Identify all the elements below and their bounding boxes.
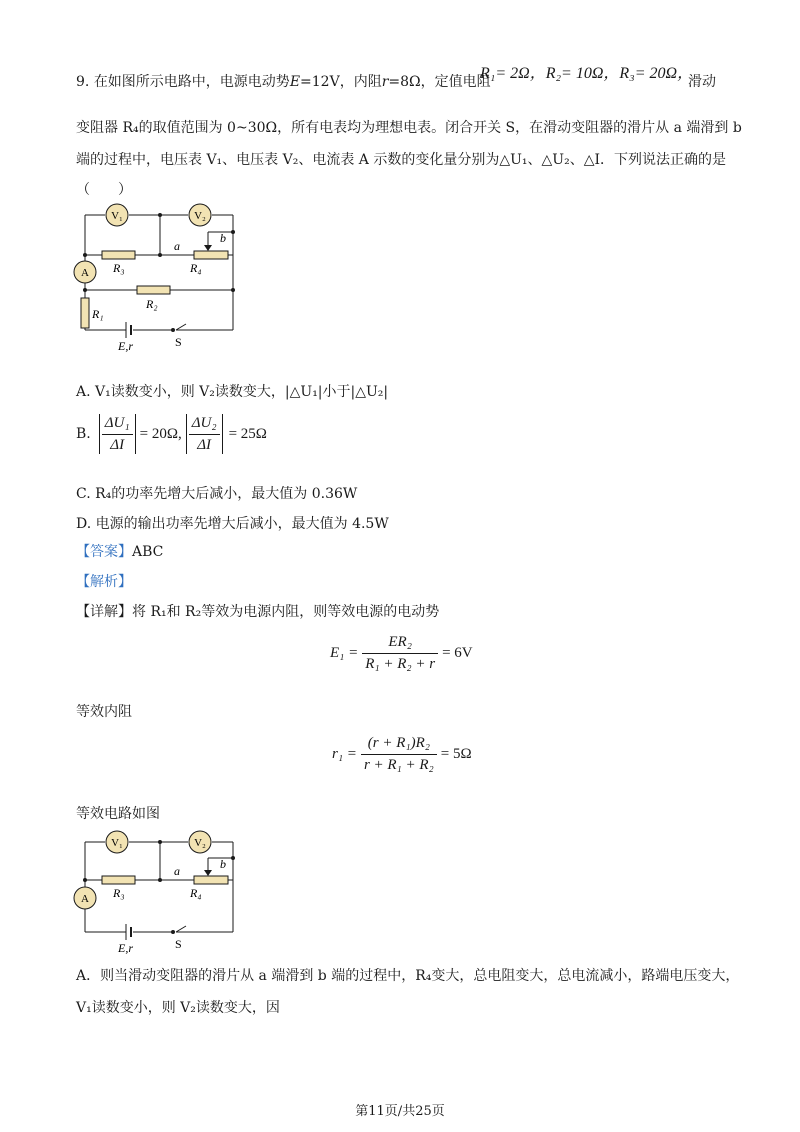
detail-line: 【详解】将 R₁和 R₂等效为电源内阻，则等效电源的电动势 bbox=[76, 604, 440, 620]
label-r4: R₄ bbox=[190, 886, 202, 900]
question-number: 9. bbox=[76, 74, 90, 90]
answer-paren: （ ） bbox=[76, 182, 132, 198]
label-b-end: b bbox=[220, 231, 226, 245]
label-r1: R₁ bbox=[92, 307, 104, 321]
label-a-end: a bbox=[174, 864, 180, 878]
label-a: A bbox=[81, 893, 89, 905]
label-v1: V₁ bbox=[111, 837, 123, 849]
label-v2: V₂ bbox=[194, 837, 206, 849]
resistor-values: R₁= 2Ω，R₂= 10Ω，R₃= 20Ω， bbox=[480, 65, 694, 82]
question-line-1-end: 滑动 bbox=[688, 74, 716, 90]
resistor-r1 bbox=[81, 298, 89, 328]
question-line-3: 端的过程中，电压表 V₁、电压表 V₂、电流表 A 示数的变化量分别为△U₁、△U₂、△I．下列说法正确的是 bbox=[76, 152, 727, 168]
label-er: E,r bbox=[118, 941, 133, 955]
option-a: A. V₁读数变小，则 V₂读数变大，|△U₁|小于|△U₂| bbox=[76, 384, 389, 400]
internal-resistance-label: 等效内阻 bbox=[76, 704, 132, 720]
circuit-diagram-1 bbox=[70, 200, 250, 360]
question-line-2: 变阻器 R₄的取值范围为 0~30Ω，所有电表均为理想电表。闭合开关 S，在滑动变阻器的滑片从 a 端滑到 b bbox=[76, 120, 742, 136]
equation-internal-r: r₁ = $\frac{\text{(r + R₁)R₂}}{\text{r + R₁ + R₂}}$ = 5Ω bbox=[332, 734, 472, 773]
option-c: C. R₄的功率先增大后减小，最大值为 0.36W bbox=[76, 486, 358, 502]
label-er: E,r bbox=[118, 339, 133, 353]
label-s: S bbox=[175, 335, 182, 349]
equation-emf: E₁ = $\frac{\text{ER₂}}{\text{R₁ + R₂ + r}}$ = 6V bbox=[330, 633, 473, 672]
question-line-1: 9. 在如图所示电路中，电源电动势E=12V，内阻r=8Ω，定值电阻 bbox=[76, 74, 491, 90]
answer-line bbox=[76, 542, 163, 562]
label-s: S bbox=[175, 937, 182, 951]
label-a-end: a bbox=[174, 239, 180, 253]
equivalent-circuit-label: 等效电路如图 bbox=[76, 806, 160, 822]
rheostat-r4 bbox=[194, 251, 228, 259]
page-footer: 第11页/共25页 bbox=[355, 1104, 445, 1119]
resistor-r3 bbox=[102, 251, 135, 259]
rheostat-r4 bbox=[194, 876, 228, 884]
label-a: A bbox=[81, 267, 89, 279]
circuit-diagram-2 bbox=[70, 828, 250, 956]
explain-a-line-2: V₁读数变小，则 V₂读数变大，因 bbox=[76, 1000, 280, 1016]
fraction-du1-di: $\frac{\text{ΔU₁}}{\Delta I}$ bbox=[102, 415, 133, 454]
fraction-du2-di: $\frac{\text{ΔU₂}}{\Delta I}$ bbox=[189, 415, 220, 454]
answer-tag: 【答案】 bbox=[76, 544, 132, 560]
resistor-r2 bbox=[137, 286, 170, 294]
option-d: D. 电源的输出功率先增大后减小，最大值为 4.5W bbox=[76, 516, 389, 532]
label-r4: R₄ bbox=[190, 261, 202, 275]
analysis-tag: 【解析】 bbox=[76, 574, 132, 590]
label-v1: V₁ bbox=[111, 210, 123, 222]
answer-value: ABC bbox=[132, 544, 164, 560]
detail-tag: 【详解】 bbox=[76, 604, 132, 620]
resistor-r3 bbox=[102, 876, 135, 884]
label-v2: V₂ bbox=[194, 210, 206, 222]
label-r3: R₃ bbox=[113, 261, 125, 275]
label-r2: R₂ bbox=[146, 297, 158, 311]
option-b: B. $\frac{\text{ΔU₁}}{\Delta I}$ = 20Ω, $\frac{\text{ΔU₂}}{\Delta I}$ = 25Ω bbox=[76, 414, 267, 453]
label-b-end: b bbox=[220, 857, 226, 871]
explain-a-line-1: A．则当滑动变阻器的滑片从 a 端滑到 b 端的过程中，R₄变大，总电阻变大，总电流减小，路端电压变大， bbox=[76, 968, 740, 984]
label-r3: R₃ bbox=[113, 886, 125, 900]
